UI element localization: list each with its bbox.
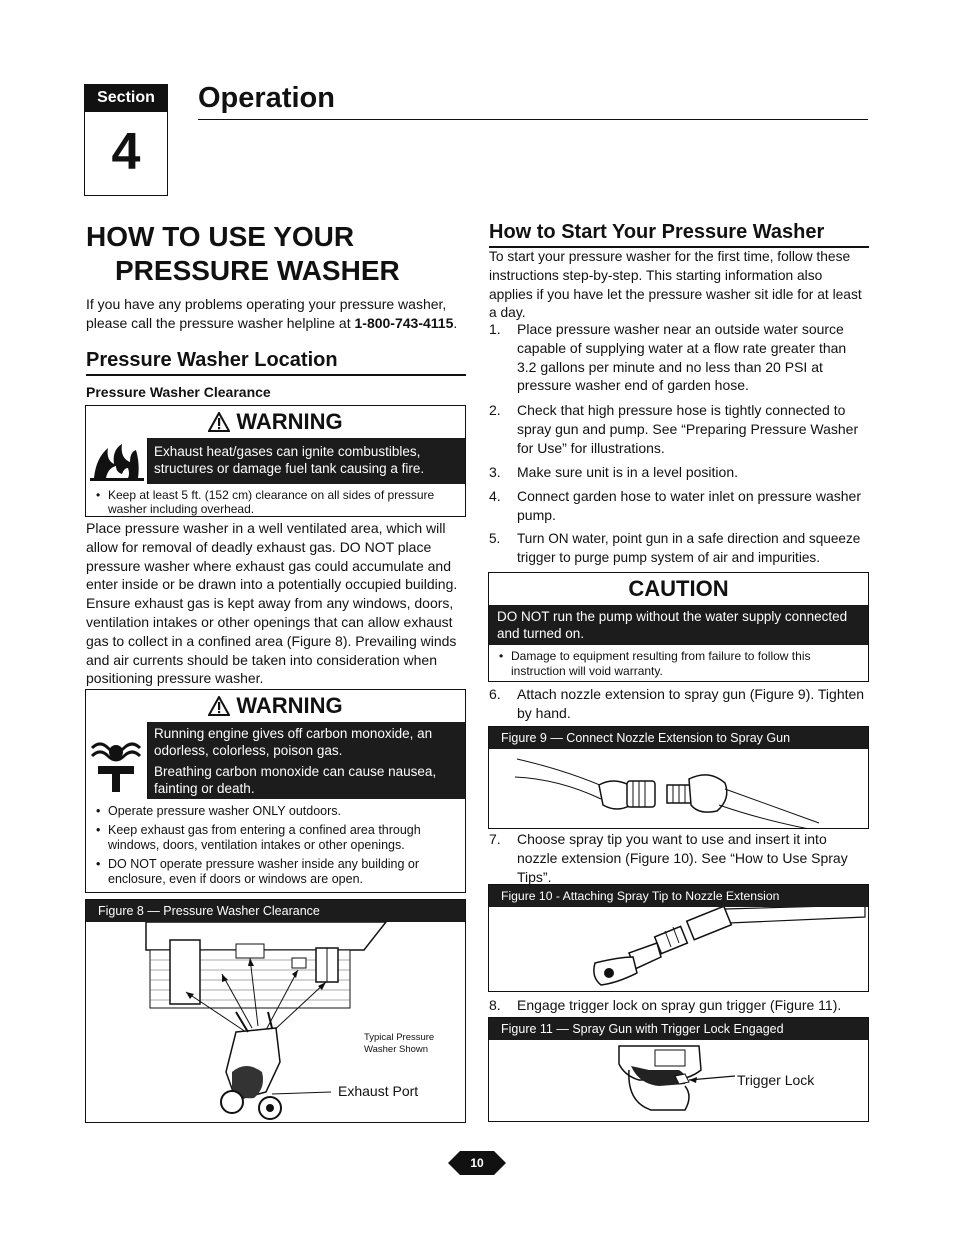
- step-8: 8. Engage trigger lock on spray gun trigger (Figure 11).: [489, 997, 842, 1013]
- warning-title: WARNING: [236, 409, 343, 434]
- warning-box-fire: [85, 405, 466, 517]
- warning-triangle-icon: [208, 412, 230, 432]
- start-intro: To start your pressure washer for the first time, follow these instructions step-by-step. This starting information also applies if you have let the pressure washer sit idle for at least a day.: [489, 249, 862, 321]
- fire-hazard-icon: [86, 438, 148, 484]
- warning-bullets: [86, 484, 465, 520]
- step-7: 7. Choose spray tip you want to use and insert it into nozzle extension (Figure 10). See “How to Use Spray Tips”.: [489, 831, 848, 885]
- figure-8-caption: Figure 8 — Pressure Washer Clearance: [86, 900, 465, 922]
- warning-hazard-text-2: Breathing carbon monoxide can cause nausea, fainting or death.: [154, 764, 437, 796]
- figure-11: [488, 1017, 869, 1122]
- step-2: 2. Check that high pressure hose is tightly connected to spray gun and pump. See “Preparing Pressure Washer for Use” for illustrations.: [489, 402, 859, 456]
- section-title-rule: [198, 119, 868, 120]
- step-1: 1. Place pressure washer near an outside water source capable of supplying water at a flow rate greater than 3.2 gallons per minute and no less than 20 PSI at pressure washer end of garden hose.: [489, 321, 847, 394]
- figure-10: [488, 884, 869, 992]
- intro-paragraph: If you have any problems operating your pressure washer, please call the pressure washer helpline at 1-800-743-4115.: [86, 296, 458, 331]
- section-tab: [84, 84, 168, 196]
- caution-box: [488, 572, 869, 682]
- caution-title: CAUTION: [628, 576, 729, 601]
- page-number: 10: [470, 1156, 484, 1170]
- caution-bullet: • Damage to equipment resulting from failure to follow this instruction will void warranty.: [495, 649, 862, 679]
- toxic-fumes-icon: [86, 722, 148, 799]
- warning-bullet: • Keep exhaust gas from entering a confined area through windows, doors, ventilation intakes or other openings.: [92, 823, 459, 853]
- figure-8: [85, 899, 466, 1123]
- caution-bullets: [489, 645, 868, 683]
- location-heading-rule: [86, 374, 466, 376]
- start-heading: How to Start Your Pressure Washer: [489, 221, 825, 243]
- warning-bullet: • Operate pressure washer ONLY outdoors.: [92, 804, 459, 819]
- step-4: 4. Connect garden hose to water inlet on pressure washer pump.: [489, 488, 861, 523]
- figure-9-illustration: [489, 749, 868, 829]
- warning-triangle-icon: [208, 696, 230, 716]
- step-5: 5. Turn ON water, point gun in a safe direction and squeeze trigger to purge pump system of air and impurities.: [489, 531, 861, 565]
- warning-bullets: [86, 799, 465, 892]
- warning-hazard-row: [86, 438, 465, 484]
- step-3: 3. Make sure unit is in a level position.: [489, 464, 738, 480]
- figure-8-note: Typical Pressure Washer Shown: [364, 1032, 435, 1055]
- warning-bullet: • Keep at least 5 ft. (152 cm) clearance on all sides of pressure washer including overhead.: [92, 488, 459, 516]
- section-title: Operation: [198, 82, 335, 114]
- page-heading-line2: PRESSURE WASHER: [115, 255, 400, 286]
- step-6: 6. Attach nozzle extension to spray gun (Figure 9). Tighten by hand.: [489, 686, 865, 721]
- exhaust-port-callout: Exhaust Port: [338, 1083, 419, 1099]
- section-number: 4: [111, 123, 141, 181]
- warning-title: WARNING: [236, 693, 343, 718]
- warning-box-carbon-monoxide: [85, 689, 466, 893]
- figure-9: [488, 726, 869, 829]
- figure-9-caption: Figure 9 — Connect Nozzle Extension to Spray Gun: [489, 727, 868, 749]
- clearance-subheading: Pressure Washer Clearance: [86, 384, 271, 400]
- warning-header: [86, 406, 465, 438]
- warning-hazard-text-1: Running engine gives off carbon monoxide, an odorless, colorless, poison gas.: [154, 726, 433, 758]
- warning-hazard-row: [86, 722, 465, 799]
- figure-10-caption: Figure 10 - Attaching Spray Tip to Nozzle Extension: [489, 885, 868, 907]
- figure-10-illustration: [489, 907, 868, 993]
- page-heading: [86, 220, 400, 288]
- trigger-lock-callout: Trigger Lock: [737, 1072, 815, 1088]
- helpline-number: 1-800-743-4115: [354, 314, 454, 331]
- location-heading: Pressure Washer Location: [86, 349, 338, 371]
- placement-paragraph: Place pressure washer in a well ventilated area, which will allow for removal of deadly exhaust gas. DO NOT place pressure washer where exhaust gas could accumulate and enter inside or be drawn into a potentially occupied building. Ensure exhaust gas is kept away from any windows, doors, ventilation intakes or other openings that can allow exhaust gas to collect in a confined area (Figure 8). Prevailing winds and air currents should be taken into consideration when positioning pressure washer.: [86, 520, 458, 687]
- page-number-badge: [448, 1151, 506, 1175]
- section-label: Section: [84, 84, 168, 112]
- warning-bullet: • DO NOT operate pressure washer inside any building or enclosure, even if doors or windows are open.: [92, 857, 459, 887]
- page-heading-line1: HOW TO USE YOUR: [86, 221, 355, 252]
- figure-11-caption: Figure 11 — Spray Gun with Trigger Lock Engaged: [489, 1018, 868, 1040]
- warning-hazard-text: Exhaust heat/gases can ignite combustibles, structures or damage fuel tank causing a fire.: [154, 444, 425, 476]
- warning-header: [86, 690, 465, 722]
- caution-hazard-text: DO NOT run the pump without the water supply connected and turned on.: [489, 605, 868, 645]
